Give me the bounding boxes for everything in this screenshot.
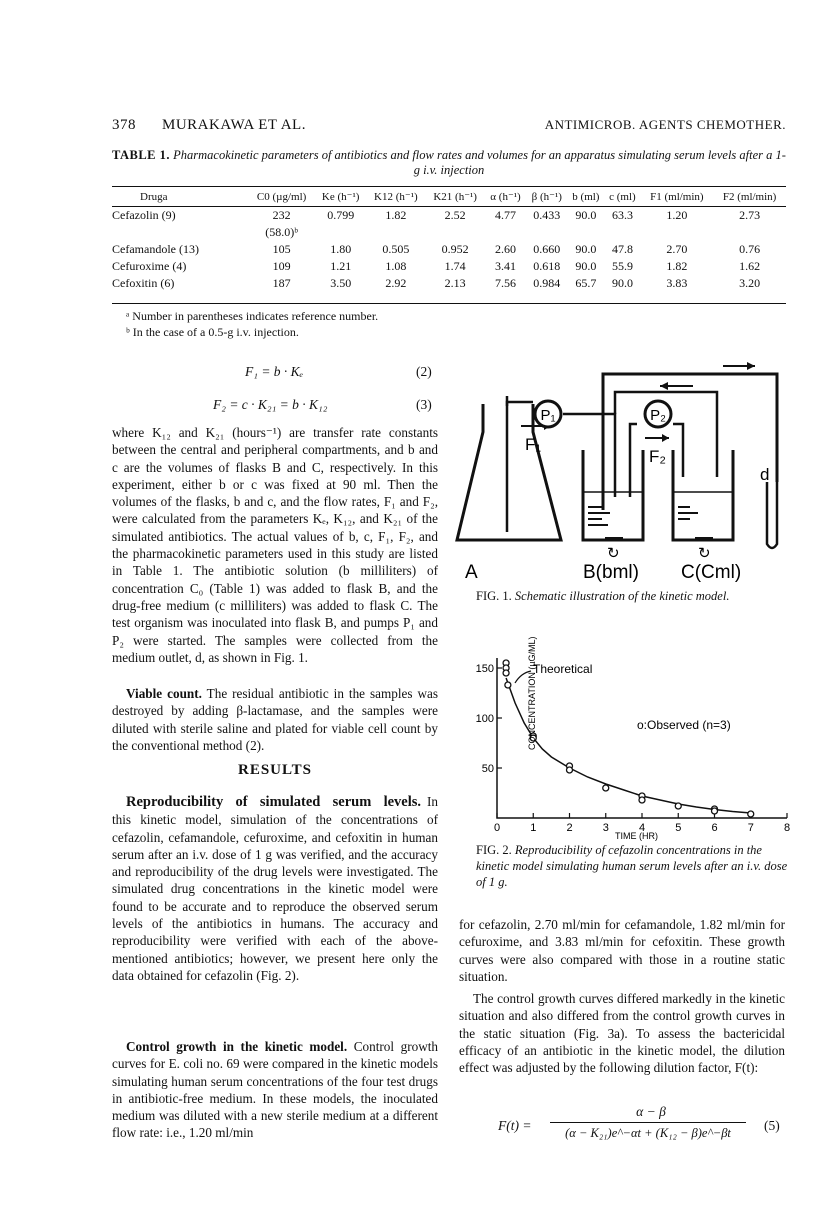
col-c0: C0 (µg/ml) [256, 191, 307, 203]
value-cell: 90.0 [575, 208, 597, 222]
col-k21: K21 (h⁻¹) [433, 191, 477, 203]
stirrer-b: ↻ [607, 545, 620, 562]
x-tick-label: 5 [675, 822, 682, 834]
value-cell: 0.952 [441, 242, 469, 256]
control-growth-body: Control growth curves for E. coli no. 69 were compared in the kinetic models simulating human serum concentrations of the four test drugs in antibiotic-free medium. In these models, the inoculated medium was diluted with a new sterile medium at a different flow rate: i.e., 1.20 ml/min [112, 1039, 438, 1141]
figure-1-caption [476, 588, 796, 604]
value-cell [604, 224, 640, 241]
drug-cell: Cefoxitin (6) [112, 276, 175, 290]
y-tick-label: 100 [475, 713, 494, 725]
reproducibility-heading: Reproducibility of simulated serum levels. [126, 794, 422, 810]
value-cell: 55.9 [611, 259, 633, 273]
value-cell [315, 224, 366, 241]
value-cell [426, 224, 485, 241]
value-cell: 1.80 [330, 242, 352, 256]
drug-cell: Cefuroxime (4) [112, 259, 187, 273]
value-cell: 1.20 [666, 208, 688, 222]
value-cell: 232 [272, 208, 291, 222]
value-cell [641, 224, 714, 241]
control-growth-paragraph [112, 1038, 438, 1142]
stirrer-c: ↻ [698, 545, 711, 562]
flask-b-label: B(bml) [583, 562, 639, 583]
reproducibility-paragraph [112, 793, 438, 984]
value-cell: 0.799 [327, 208, 355, 222]
x-tick-label: 2 [566, 822, 573, 834]
observed-point [567, 767, 573, 773]
value-cell: 2.70 [666, 242, 688, 256]
observed-point [603, 785, 609, 791]
figure-2-chart [455, 635, 800, 845]
table-bottom-rule [112, 303, 786, 304]
equation-5-fraction-bar [550, 1122, 746, 1123]
value-cell: 0.618 [533, 259, 561, 273]
reproducibility-body: In this kinetic model, simulation of the concentrations of cefazolin, cefamandole, cefuroxime, and cefoxitin in human serum after an i.v. dose of 1 g was verified, and the accuracy and reproducibility of the drug levels were investigated. The simulated drug concentrations in the kinetic model were found to be accurate and to reproduce the observed serum levels of the antibiotics in humans. The accuracy and reproducibility were verified with each of the above-mentioned antibiotics; however, we present here only the data obtained for cefazolin (Fig. 2). [112, 794, 438, 983]
value-cell: 109 [272, 259, 291, 273]
value-cell: 0.505 [382, 242, 410, 256]
value-cell [526, 224, 567, 241]
equation-5-numerator: α − β [636, 1104, 666, 1119]
equation-5-number: (5) [764, 1118, 780, 1133]
equation-5-lhs: F(t) = [498, 1118, 532, 1133]
observed-point [748, 811, 754, 817]
methods-paragraph: where K₁₂ and K₂₁ (hours⁻¹) are transfer rate constants between the central and peripheral compartments, and b and c are the volumes of flasks B and C, respectively. In this experiment, either b or c was fixed at 90 ml. Then the volumes of the flasks, b and c, and the flow rates, F₁ and F₂, were calculated from the parameters Kₑ, K₁₂, and K₂₁ of the simulated antibiotics. The actual values of b, c, F₁, F₂, and the pharmacokinetic parameters used in this study are listed in Table 1. The antibiotic solution (b milliliters) of concentration C₀ (Table 1) was added to flask B, and the drug-free medium (c milliliters) was added to flask C. The test organism was inoculated into flask B, and pumps P₁ and P₂ were started. The samples were collected from the medium outlet, d, as shown in Fig. 1. [112, 425, 438, 665]
col-alpha: α (h⁻¹) [490, 191, 521, 203]
col-b: b (ml) [572, 191, 600, 203]
figure-2-label: FIG. 2. [476, 843, 512, 857]
value-cell: 90.0 [611, 276, 633, 290]
table-caption [112, 148, 786, 178]
table-caption-text: Pharmacokinetic parameters of antibiotics and flow rates and volumes for an apparatus simulating serum levels after a 1-g i.v. injection [173, 148, 786, 177]
theoretical-curve [506, 678, 751, 813]
value-cell: 0.984 [533, 276, 561, 290]
value-cell: 4.77 [495, 208, 517, 222]
tube-p1-b [563, 414, 615, 497]
x-tick-label: 1 [530, 822, 537, 834]
table-row [112, 241, 786, 258]
flask-b [583, 450, 643, 540]
value-cell: 3.41 [495, 259, 517, 273]
viable-count-heading: Viable count. [126, 686, 202, 701]
journal-name: ANTIMICROB. AGENTS CHEMOTHER. [544, 117, 786, 132]
right-paragraph-1: for cefazolin, 2.70 ml/min for cefamandole, 1.82 ml/min for cefuroxime, and 3.83 ml/min for cefoxitin. These growth curves were also compared with those in a routine static situation. [459, 917, 785, 984]
value-cell: 2.92 [385, 276, 407, 290]
flow-f2-label: F₂ [649, 447, 666, 466]
value-cell: 65.7 [575, 276, 597, 290]
x-axis-label: TIME (HR) [615, 831, 658, 841]
table-row [112, 224, 786, 241]
y-tick-label: 150 [475, 663, 494, 675]
value-cell: 63.3 [611, 208, 633, 222]
value-cell: 1.62 [739, 259, 761, 273]
value-cell: 90.0 [575, 259, 597, 273]
value-cell: 7.56 [495, 276, 517, 290]
value-cell: 1.82 [385, 208, 407, 222]
outlet-d-label: d [760, 465, 770, 484]
value-cell: 3.20 [739, 276, 761, 290]
value-cell: 0.76 [739, 242, 761, 256]
value-cell [366, 224, 425, 241]
right-paragraph-2: The control growth curves differed markedly in the kinetic situation and also differed from the control growth curves in the static situation (Fig. 3a). To assess the bactericidal efficacy of an antibiotic in the kinetic model, the dilution effect was adjusted by the following dilution factor, F(t): [459, 991, 785, 1076]
drug-cell: Cefamandole (13) [112, 242, 199, 256]
col-beta: β (h⁻¹) [531, 191, 562, 203]
table-row [112, 258, 786, 275]
running-authors: MURAKAWA ET AL. [162, 117, 306, 133]
value-cell: 2.52 [444, 208, 466, 222]
value-cell [567, 224, 604, 241]
observed-point [712, 808, 718, 814]
y-tick-label: 50 [481, 763, 494, 775]
value-cell: 3.50 [330, 276, 352, 290]
drug-cell [112, 224, 248, 241]
pump-p2-label: P₂ [650, 407, 666, 424]
value-cell: 3.83 [666, 276, 688, 290]
figure-1-caption-text: Schematic illustration of the kinetic model. [514, 589, 730, 603]
figure-2-caption-text: Reproducibility of cefazolin concentrations in the kinetic model simulating human serum levels after an i.v. dose of 1 g. [476, 843, 788, 889]
x-tick-label: 6 [711, 822, 718, 834]
y-axis-label: CONCENTRATION (µG/ML) [527, 636, 537, 750]
observed-point [503, 670, 509, 676]
value-cell: 2.60 [495, 242, 517, 256]
value-cell: 2.73 [739, 208, 761, 222]
x-tick-label: 0 [493, 822, 501, 834]
results-heading: RESULTS [238, 762, 312, 778]
control-growth-heading: Control growth in the kinetic model. [126, 1039, 348, 1054]
pump-p1-label: P₁ [540, 407, 556, 424]
flask-a-label: A [465, 562, 478, 583]
value-cell [713, 224, 786, 241]
value-cell: 1.08 [385, 259, 407, 273]
value-cell: 2.13 [444, 276, 466, 290]
x-tick-label: 8 [783, 822, 791, 834]
page-number: 378 [112, 117, 136, 133]
theoretical-label: Theoretical [533, 662, 593, 676]
flow-f1-label: F₁ [525, 435, 542, 454]
equation-5-denominator: (α − K₂₁)e^−αt + (K₁₂ − β)e^−βt [565, 1126, 731, 1140]
value-cell: 187 [272, 276, 291, 290]
col-drug: Druga [140, 191, 168, 203]
col-f2: F2 (ml/min) [722, 191, 777, 203]
table-label: TABLE 1. [112, 148, 170, 162]
equation-2: F₁ = b · Kₑ [245, 364, 304, 379]
flask-c-label: C(Cml) [681, 562, 742, 583]
equation-3: F₂ = c · K₂₁ = b · K₁₂ [213, 397, 328, 412]
x-tick-label: 4 [638, 822, 646, 834]
col-ke: Ke (h⁻¹) [321, 191, 360, 203]
value-cell: 0.433 [533, 208, 561, 222]
viable-count-body: The residual antibiotic in the samples was destroyed by adding β-lactamase, and the samples were diluted with sterile saline and plated for viable cell count by the conventional method (2). [112, 686, 438, 753]
outlet-d [767, 482, 777, 548]
col-f1: F1 (ml/min) [650, 191, 704, 203]
value-cell: 47.8 [611, 242, 633, 256]
x-tick-label: 7 [747, 822, 754, 834]
col-k12: K12 (h⁻¹) [374, 191, 418, 203]
value-cell: 1.82 [666, 259, 688, 273]
observed-point [505, 682, 511, 688]
value-cell: 1.21 [330, 259, 352, 273]
viable-count-paragraph [112, 685, 438, 754]
pk-table [112, 189, 786, 292]
equation-3-number: (3) [416, 397, 432, 412]
col-c: c (ml) [609, 191, 636, 203]
figure-1-diagram [455, 362, 790, 584]
x-tick-label: 3 [602, 822, 609, 834]
value-cell: 0.660 [533, 242, 561, 256]
drug-cell: Cefazolin (9) [112, 208, 176, 222]
observed-point [675, 803, 681, 809]
equation-2-number: (2) [416, 364, 432, 379]
value-cell: (58.0)ᵇ [265, 225, 298, 239]
table-footnote-b: ᵇ In the case of a 0.5-g i.v. injection. [126, 325, 299, 339]
value-cell: 1.74 [444, 259, 466, 273]
observed-legend: o:Observed (n=3) [637, 718, 731, 732]
table-row [112, 275, 786, 292]
value-cell [485, 224, 526, 241]
observed-point [639, 797, 645, 803]
value-cell: 90.0 [575, 242, 597, 256]
figure-2-caption [476, 842, 792, 890]
value-cell: 105 [272, 242, 291, 256]
table-row [112, 207, 786, 225]
figure-1-label: FIG. 1. [476, 589, 512, 603]
table-footnote-a: ᵃ Number in parentheses indicates reference number. [126, 309, 379, 323]
table-top-rule [112, 186, 786, 187]
